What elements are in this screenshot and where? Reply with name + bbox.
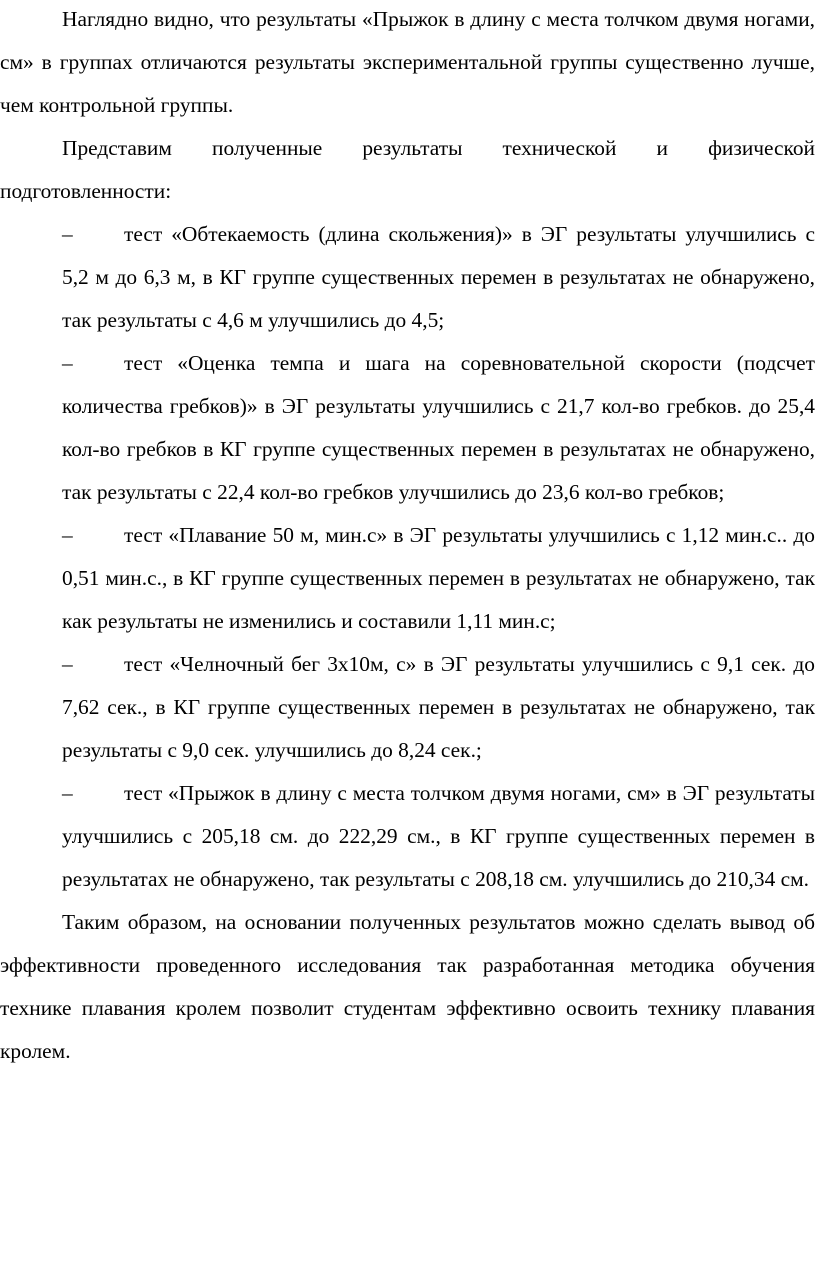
list-item-text: тест «Обтекаемость (длина скольжения)» в ЭГ результаты улучшились с 5,2 м до 6,3 м, в КГ группе существенных перемен в результатах не обнаружено, так результаты с 4,6 м улучшились до 4,5; xyxy=(62,222,815,332)
list-dash-marker: – xyxy=(62,652,73,676)
list-item xyxy=(62,342,815,514)
list-item xyxy=(62,772,815,901)
list-dash-marker: – xyxy=(62,781,73,805)
paragraph-results-summary: Наглядно видно, что результаты «Прыжок в длину с места толчком двумя ногами, см» в группах отличаются результаты экспериментальной группы существенно лучше, чем контрольной группы. xyxy=(0,7,815,117)
list-item xyxy=(62,643,815,772)
list-item xyxy=(62,213,815,342)
list-dash-marker: – xyxy=(62,222,73,246)
paragraph-intro-list: Представим полученные результаты технической и физической подготовленности: xyxy=(0,136,815,203)
list-item-text: тест «Плавание 50 м, мин.с» в ЭГ результаты улучшились с 1,12 мин.с.. до 0,51 мин.с., в КГ группе существенных перемен в результатах не обнаружено, так как результаты не изменились и составили 1,11 мин.с; xyxy=(62,523,815,633)
list-item-text: тест «Оценка темпа и шага на соревновательной скорости (подсчет количества гребков)» в ЭГ результаты улучшились с 21,7 кол-во гребков. до 25,4 кол-во гребков в КГ группе существенных перемен в результатах не обнаружено, так результаты с 22,4 кол-во гребков улучшились до 23,6 кол-во гребков; xyxy=(62,351,815,504)
paragraph-conclusion: Таким образом, на основании полученных результатов можно сделать вывод об эффективности проведенного исследования так разработанная методика обучения технике плавания кролем позволит студентам эффективно освоить технику плавания кролем. xyxy=(0,910,815,1063)
list-dash-marker: – xyxy=(62,351,73,375)
results-list xyxy=(0,213,815,901)
list-dash-marker: – xyxy=(62,523,73,547)
list-item-text: тест «Челночный бег 3х10м, с» в ЭГ результаты улучшились с 9,1 сек. до 7,62 сек., в КГ группе существенных перемен в результатах не обнаружено, так результаты с 9,0 сек. улучшились до 8,24 сек.; xyxy=(62,652,815,762)
list-item-text: тест «Прыжок в длину с места толчком двумя ногами, см» в ЭГ результаты улучшились с 205,18 см. до 222,29 см., в КГ группе существенных перемен в результатах не обнаружено, так результаты с 208,18 см. улучшились до 210,34 см. xyxy=(62,781,815,891)
list-item xyxy=(62,514,815,643)
